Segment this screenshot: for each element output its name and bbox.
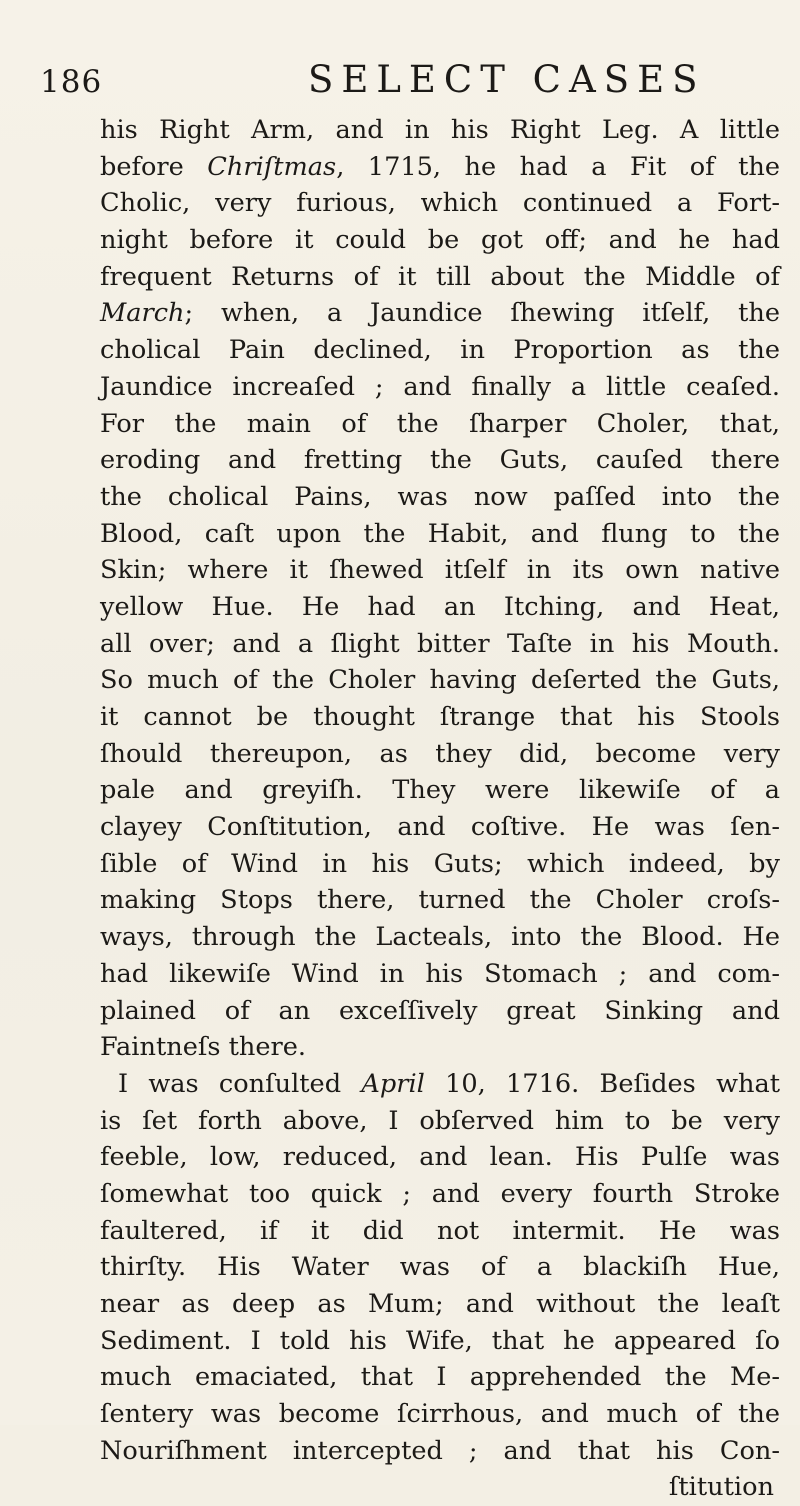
text-line bbox=[100, 1139, 780, 1176]
text-segment: eroding and fretting the Guts, cauſed there bbox=[100, 445, 780, 476]
text-segment: For the main of the ſharper Choler, that, bbox=[100, 408, 780, 439]
text-segment: Jaundice increaſed ; and finally a little ceaſed. bbox=[100, 371, 780, 402]
text-line bbox=[100, 112, 780, 149]
text-segment: ſentery was become ſcirrhous, and much of the bbox=[100, 1399, 780, 1430]
text-segment: So much of the Choler having deſerted the Guts, bbox=[100, 665, 780, 696]
text-segment: ſomewhat too quick ; and every fourth Stroke bbox=[100, 1178, 780, 1209]
text-segment: cholical Pain declined, in Proportion as the bbox=[100, 335, 780, 366]
text-line bbox=[100, 1029, 780, 1066]
text-segment: Nouriſhment intercepted ; and that his Con- bbox=[100, 1435, 780, 1466]
text-segment: Sediment. I told his Wife, that he appeared ſo bbox=[100, 1325, 780, 1356]
text-line bbox=[100, 259, 780, 296]
text-segment: night before it could be got off; and he had bbox=[100, 225, 780, 256]
text-line bbox=[100, 1433, 780, 1470]
text-segment: is ſet forth above, I obſerved him to be very bbox=[100, 1105, 780, 1136]
text-line bbox=[100, 442, 780, 479]
italic-text-segment: April bbox=[361, 1068, 425, 1099]
text-line bbox=[100, 332, 780, 369]
text-line bbox=[100, 772, 780, 809]
text-segment: had likewiſe Wind in his Stomach ; and com- bbox=[100, 958, 780, 989]
text-line bbox=[100, 295, 780, 332]
text-segment: ſhould thereupon, as they did, become very bbox=[100, 738, 780, 769]
running-title: SELECT CASES bbox=[308, 58, 706, 101]
text-segment: Skin; where it ſhewed itſelf in its own native bbox=[100, 555, 780, 586]
text-line bbox=[100, 882, 780, 919]
text-segment: , 1715, he had a Fit of the bbox=[336, 151, 780, 182]
text-line bbox=[100, 1469, 780, 1506]
body-text bbox=[100, 112, 780, 1506]
text-segment: much emaciated, that I apprehended the Me- bbox=[100, 1362, 780, 1393]
text-line bbox=[100, 919, 780, 956]
text-line bbox=[100, 149, 780, 186]
text-line bbox=[100, 626, 780, 663]
text-line bbox=[100, 1103, 780, 1140]
text-line bbox=[100, 479, 780, 516]
text-line bbox=[100, 1323, 780, 1360]
text-line bbox=[100, 1176, 780, 1213]
text-segment: all over; and a ſlight bitter Taſte in his Mouth. bbox=[100, 628, 780, 659]
text-segment: near as deep as Mum; and without the leaſt bbox=[100, 1289, 780, 1319]
text-line bbox=[100, 1213, 780, 1250]
text-line bbox=[100, 516, 780, 553]
text-segment: the cholical Pains, was now paſſed into the bbox=[100, 481, 780, 512]
text-segment: his Right Arm, and in his Right Leg. A little bbox=[100, 115, 780, 145]
text-segment: yellow Hue. He had an Itching, and Heat, bbox=[100, 591, 780, 622]
text-line bbox=[100, 809, 780, 846]
text-segment: thirſty. His Water was of a blackiſh Hue, bbox=[100, 1252, 780, 1283]
text-segment: clayey Conſtitution, and coſtive. He was ſen- bbox=[100, 812, 780, 843]
text-segment: making Stops there, turned the Choler croſs- bbox=[100, 885, 780, 916]
text-line bbox=[100, 1286, 780, 1323]
text-segment: 10, 1716. Beſides what bbox=[424, 1068, 780, 1099]
text-segment: ; when, a Jaundice ſhewing itſelf, the bbox=[184, 298, 780, 329]
text-segment: it cannot be thought ſtrange that his Stools bbox=[100, 702, 780, 732]
text-line bbox=[100, 1066, 780, 1103]
text-line bbox=[100, 406, 780, 443]
text-segment: feeble, low, reduced, and lean. His Pulſe was bbox=[100, 1142, 780, 1173]
text-line bbox=[100, 1396, 780, 1433]
text-line bbox=[100, 185, 780, 222]
text-line bbox=[100, 956, 780, 993]
text-segment: I was conſulted bbox=[118, 1068, 362, 1099]
running-header bbox=[40, 58, 760, 108]
text-line bbox=[100, 589, 780, 626]
text-segment: Faintneſs there. bbox=[100, 1032, 307, 1063]
text-segment: Blood, caſt upon the Habit, and flung to the bbox=[100, 518, 780, 549]
text-line bbox=[100, 1249, 780, 1286]
text-segment: plained of an exceſſively great Sinking and bbox=[100, 995, 780, 1026]
italic-text-segment: Chriſtmas bbox=[207, 151, 337, 182]
text-segment: ſtitution bbox=[668, 1472, 774, 1503]
text-line bbox=[100, 1359, 780, 1396]
text-line bbox=[100, 662, 780, 699]
text-line bbox=[100, 699, 780, 736]
page-number: 186 bbox=[40, 64, 103, 100]
text-segment: ways, through the Lacteals, into the Blood. He bbox=[100, 922, 780, 953]
italic-text-segment: March bbox=[100, 298, 185, 329]
text-segment: ſible of Wind in his Guts; which indeed, by bbox=[100, 848, 780, 879]
text-line bbox=[100, 846, 780, 883]
text-line bbox=[100, 993, 780, 1030]
text-line bbox=[100, 369, 780, 406]
text-line bbox=[100, 736, 780, 773]
text-segment: Cholic, very furious, which continued a Fort- bbox=[100, 188, 780, 219]
text-segment: faultered, if it did not intermit. He was bbox=[100, 1215, 780, 1246]
text-line bbox=[100, 552, 780, 589]
text-segment: pale and greyiſh. They were likewiſe of a bbox=[100, 775, 780, 806]
text-line bbox=[100, 222, 780, 259]
text-segment: frequent Returns of it till about the Middle of bbox=[100, 261, 780, 292]
text-segment: before bbox=[100, 151, 208, 182]
